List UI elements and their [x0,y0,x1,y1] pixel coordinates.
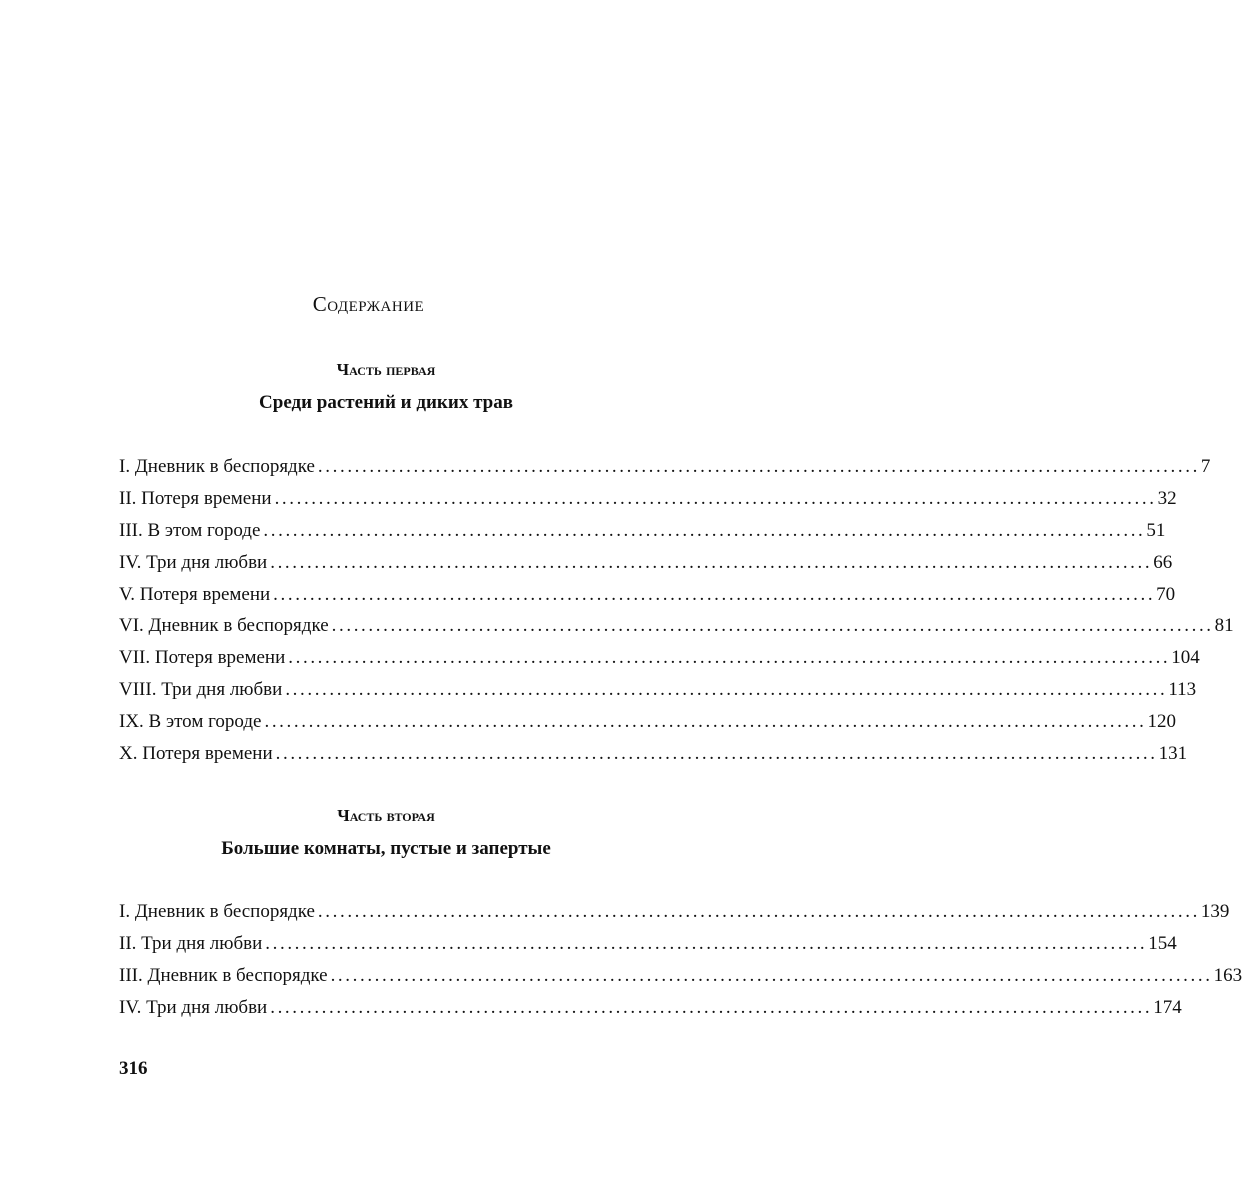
toc-entry-page: 154 [1148,932,1177,954]
toc-entry[interactable] [119,928,1177,960]
toc-entry[interactable] [119,896,1230,928]
part-one-subtitle: Среди растений и диких трав [259,392,513,413]
toc-entry[interactable] [119,610,1234,642]
dot-leader: ........................................................................................................................ [275,743,1158,765]
toc-entry[interactable] [119,642,1200,674]
toc-entry-page: 163 [1213,964,1242,986]
dot-leader: ........................................................................................................................ [273,583,1156,605]
toc-entry[interactable] [119,738,1188,770]
toc-entry-page: 66 [1153,551,1173,573]
toc-entry-title: III. Дневник в беспорядке [119,964,328,986]
toc-entry-title: III. В этом городе [119,519,261,541]
toc-entry-title: IV. Три дня любви [119,551,268,573]
toc-entry[interactable] [119,483,1177,515]
dot-leader: ........................................................................................................................ [264,711,1147,733]
toc-entry[interactable] [119,547,1173,579]
toc-entry-page: 131 [1158,743,1188,765]
toc-entry-page: 81 [1214,615,1234,637]
toc-entry-title: I. Дневник в беспорядке [119,456,315,477]
toc-entry[interactable] [119,674,1197,706]
toc-entry-page: 51 [1146,519,1166,541]
toc-entry[interactable] [119,451,1211,483]
dot-leader: ........................................................................................................................ [265,932,1148,954]
toc-entry[interactable] [119,706,1176,738]
toc-entry-title: VII. Потеря времени [119,647,286,669]
toc-entry-title: X. Потеря времени [119,743,273,765]
toc-entry-title: IV. Три дня любви [119,996,268,1018]
dot-leader: ........................................................................................................................ [317,901,1200,922]
toc-entry-title: II. Потеря времени [119,487,272,509]
dot-leader: ........................................................................................................................ [330,964,1213,986]
toc-entry[interactable] [119,579,1176,611]
toc-entry-title: II. Три дня любви [119,932,263,954]
dot-leader: ........................................................................................................................ [270,996,1153,1018]
toc-entry-page: 32 [1157,487,1177,509]
toc-entry-title: VI. Дневник в беспорядке [119,615,329,637]
dot-leader: ........................................................................................................................ [270,551,1153,573]
toc-entry-page: 139 [1200,901,1230,922]
toc-entry[interactable] [119,992,1182,1024]
toc-entry-page: 70 [1156,583,1176,605]
part-two-label: Часть вторая [337,806,435,825]
dot-leader: ........................................................................................................................ [317,456,1200,477]
toc-entry[interactable] [119,960,1242,992]
dot-leader: ........................................................................................................................ [285,679,1168,701]
part-two-subtitle: Большие комнаты, пустые и запертые [221,838,551,859]
page-number: 316 [119,1058,148,1079]
dot-leader: ........................................................................................................................ [288,647,1171,669]
part-one-label: Часть первая [336,360,436,379]
toc-entry-page: 104 [1171,647,1200,669]
dot-leader: ........................................................................................................................ [331,615,1214,637]
part-two-toc [119,896,1242,1024]
part-one-toc [119,451,1234,770]
toc-entry[interactable] [119,515,1166,547]
contents-title: Содержание [312,292,425,316]
toc-entry-page: 7 [1200,456,1211,477]
toc-entry-title: V. Потеря времени [119,583,271,605]
toc-entry-page: 174 [1153,996,1182,1018]
toc-entry-page: 113 [1168,679,1197,701]
toc-entry-page: 120 [1147,711,1176,733]
toc-entry-title: I. Дневник в беспорядке [119,901,315,922]
dot-leader: ........................................................................................................................ [263,519,1146,541]
toc-entry-title: IX. В этом городе [119,711,262,733]
dot-leader: ........................................................................................................................ [274,487,1157,509]
toc-entry-title: VIII. Три дня любви [119,679,283,701]
